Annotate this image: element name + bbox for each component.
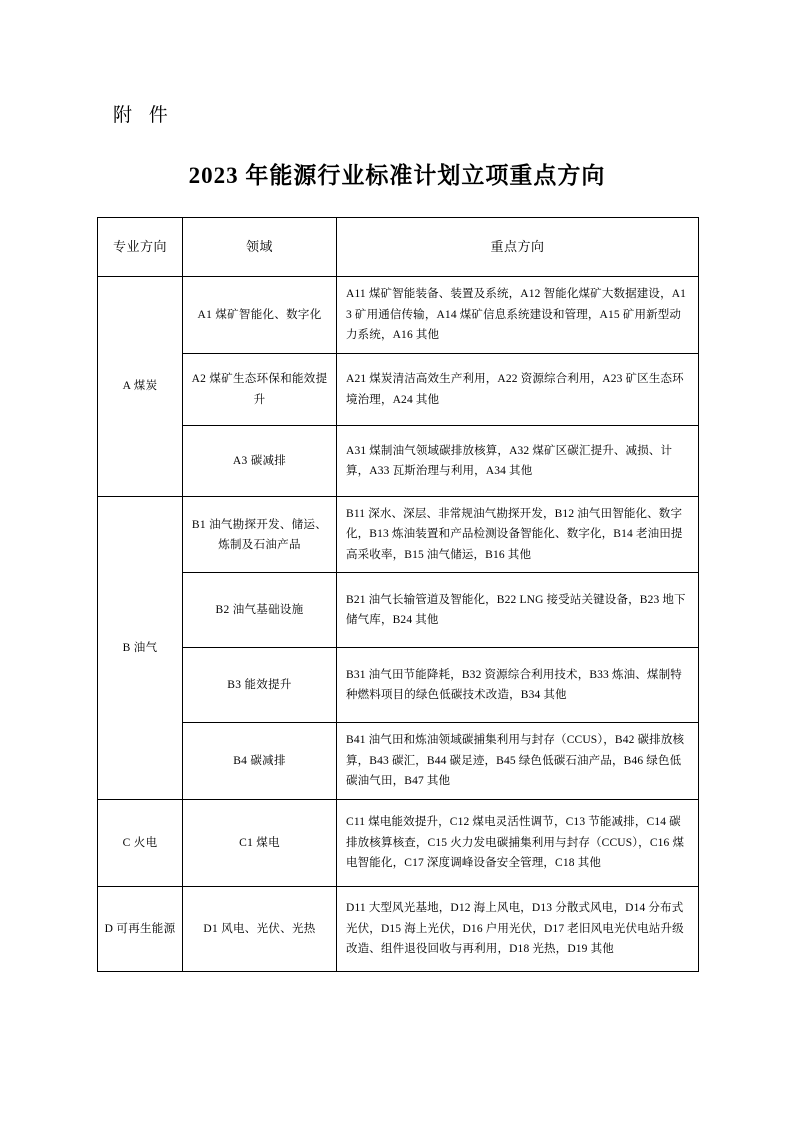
table-row (98, 426, 699, 497)
column-header-focus: 重点方向 (337, 218, 699, 277)
domain-cell-c1: C1 煤电 (183, 799, 337, 886)
major-direction-cell-d: D 可再生能源 (98, 886, 183, 971)
major-direction-cell-a: A 煤炭 (98, 277, 183, 497)
focus-cell-b1: B11 深水、深层、非常规油气勘探开发，B12 油气田智能化、数字化，B13 炼油装置和产品检测设备智能化、数字化，B14 老油田提高采收率，B15 油气储运，B16 其他 (337, 497, 699, 573)
table-row (98, 723, 699, 799)
page-title: 2023 年能源行业标准计划立项重点方向 (188, 163, 606, 188)
focus-cell-d1: D11 大型风光基地，D12 海上风电，D13 分散式风电，D14 分布式光伏，D15 海上光伏，D16 户用光伏，D17 老旧风电光伏电站升级改造、组件退役回收与再利用，D18 光热，D19 其他 (337, 886, 699, 971)
domain-cell-b4: B4 碳减排 (183, 723, 337, 799)
domain-cell-b2: B2 油气基础设施 (183, 573, 337, 648)
focus-cell-b3: B31 油气田节能降耗，B32 资源综合利用技术，B33 炼油、煤制特种燃料项目的绿色低碳技术改造，B34 其他 (337, 648, 699, 723)
table-row (98, 573, 699, 648)
table-row (98, 886, 699, 971)
domain-cell-b1: B1 油气勘探开发、储运、炼制及石油产品 (183, 497, 337, 573)
focus-cell-b4: B41 油气田和炼油领域碳捕集利用与封存（CCUS），B42 碳排放核算，B43 碳汇，B44 碳足迹，B45 绿色低碳石油产品，B46 绿色低碳油气田，B47 其他 (337, 723, 699, 799)
focus-cell-c1: C11 煤电能效提升，C12 煤电灵活性调节，C13 节能减排，C14 碳排放核算核查，C15 火力发电碳捕集利用与封存（CCUS），C16 煤电智能化，C17 深度调峰设备安全管理，C18 其他 (337, 799, 699, 886)
major-direction-cell-c: C 火电 (98, 799, 183, 886)
column-header-major: 专业方向 (98, 218, 183, 277)
major-direction-cell-b: B 油气 (98, 497, 183, 800)
plan-table-container (97, 217, 698, 972)
domain-cell-b3: B3 能效提升 (183, 648, 337, 723)
table-row (98, 497, 699, 573)
domain-cell-a1: A1 煤矿智能化、数字化 (183, 277, 337, 354)
table-row (98, 277, 699, 354)
focus-cell-a2: A21 煤炭清洁高效生产利用，A22 资源综合利用，A23 矿区生态环境治理，A24 其他 (337, 354, 699, 426)
domain-cell-d1: D1 风电、光伏、光热 (183, 886, 337, 971)
column-header-domain: 领域 (183, 218, 337, 277)
attachment-label: 附 件 (113, 105, 174, 126)
focus-cell-b2: B21 油气长输管道及智能化，B22 LNG 接受站关键设备，B23 地下储气库，B24 其他 (337, 573, 699, 648)
table-row (98, 354, 699, 426)
table-header-row (98, 218, 699, 277)
table-header (98, 218, 699, 277)
table-body (98, 277, 699, 972)
domain-cell-a2: A2 煤矿生态环保和能效提升 (183, 354, 337, 426)
domain-cell-a3: A3 碳减排 (183, 426, 337, 497)
table-row (98, 799, 699, 886)
plan-table (97, 217, 699, 972)
focus-cell-a3: A31 煤制油气领域碳排放核算，A32 煤矿区碳汇提升、减损、计算，A33 瓦斯治理与利用，A34 其他 (337, 426, 699, 497)
focus-cell-a1: A11 煤矿智能装备、装置及系统，A12 智能化煤矿大数据建设，A13 矿用通信传输，A14 煤矿信息系统建设和管理，A15 矿用新型动力系统，A16 其他 (337, 277, 699, 354)
table-row (98, 648, 699, 723)
